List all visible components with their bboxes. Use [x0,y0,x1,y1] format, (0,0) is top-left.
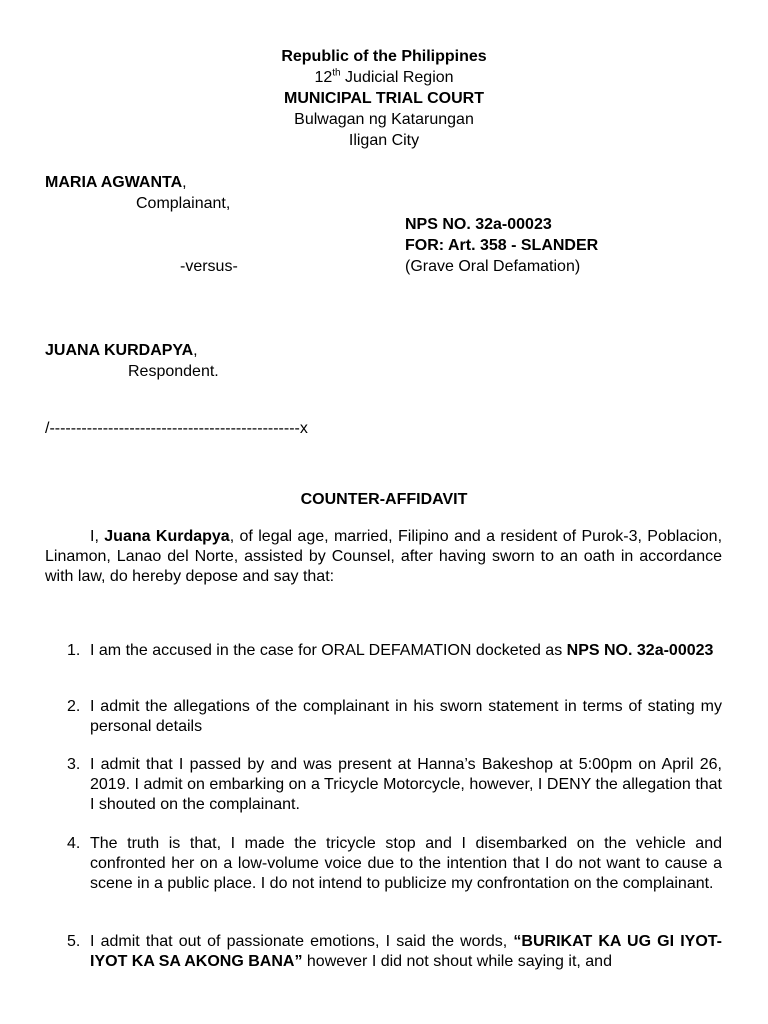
item-text [90,755,722,815]
item-tail: however I did not shout while saying it, and [302,953,612,970]
complainant-name-line [45,173,187,193]
versus-label: -versus- [180,258,238,275]
intro-paragraph [45,527,722,587]
region-suffix: th [332,67,341,79]
item-body: The truth is that, I made the tricycle stop and I disembarked on the vehicle and confronted her on a low-volume voice due to the intention that I do not want to cause a scene in a public place. I do not intend to publicize my confrontation on the complainant. [90,835,722,892]
header-court: MUNICIPAL TRIAL COURT [284,90,484,107]
item-text [90,697,722,737]
item-number: 2. [67,698,81,715]
item-number: 3. [67,756,81,773]
case-number: NPS NO. 32a-00023 [405,216,552,233]
case-charge: FOR: Art. 358 - SLANDER [405,237,599,254]
respondent-name: JUANA KURDAPYA [45,342,194,359]
item-number: 5. [67,933,81,950]
item-text [90,834,722,894]
case-description: (Grave Oral Defamation) [405,258,581,275]
intro-prefix: I, [90,528,105,545]
caption-divider: /-----------------------------------------------x [45,420,308,437]
complainant-comma: , [182,174,187,191]
item-body: I admit the allegations of the complainant in his sworn statement in terms of stating my personal details [90,698,722,735]
complainant-name: MARIA AGWANTA [45,174,183,191]
region-number: 12 [314,69,333,86]
item-body: I admit that I passed by and was present at Hanna’s Bakeshop at 5:00pm on April 26, 2019. I admit on embarking on a Tricycle Motorcycle, however, I DENY the allegation that I shouted on the complainant. [90,756,722,813]
item-number: 1. [67,642,81,659]
header-bulwagan: Bulwagan ng Katarungan [294,111,474,128]
item-text [90,641,722,661]
respondent-label: Respondent. [128,363,219,380]
item-emphasis: NPS NO. 32a-00023 [566,642,714,659]
header-city: Iligan City [348,132,420,149]
respondent-name-line [45,341,198,361]
affiant-name: Juana Kurdapya [104,528,230,545]
document-title: COUNTER-AFFIDAVIT [300,491,468,508]
item-body: I admit that out of passionate emotions, I said the words, [90,933,514,950]
item-emphasis: “BURIKAT KA UG GI IYOT-IYOT KA SA AKONG BANA” [90,933,722,970]
region-label: Judicial Region [340,69,454,86]
header-republic: Republic of the Philippines [281,48,487,65]
item-body: I am the accused in the case for ORAL DEFAMATION docketed as [90,642,567,659]
item-text [90,932,722,972]
respondent-comma: , [193,342,198,359]
complainant-label: Complainant, [136,195,231,212]
intro-text: , of legal age, married, Filipino and a resident of Purok-3, Poblacion, Linamon, Lanao del Norte, assisted by Counsel, after having sworn to an oath in accordance with law, do hereby depose and say that: [45,528,723,585]
header-judicial-region [0,68,768,88]
item-number: 4. [67,835,81,852]
